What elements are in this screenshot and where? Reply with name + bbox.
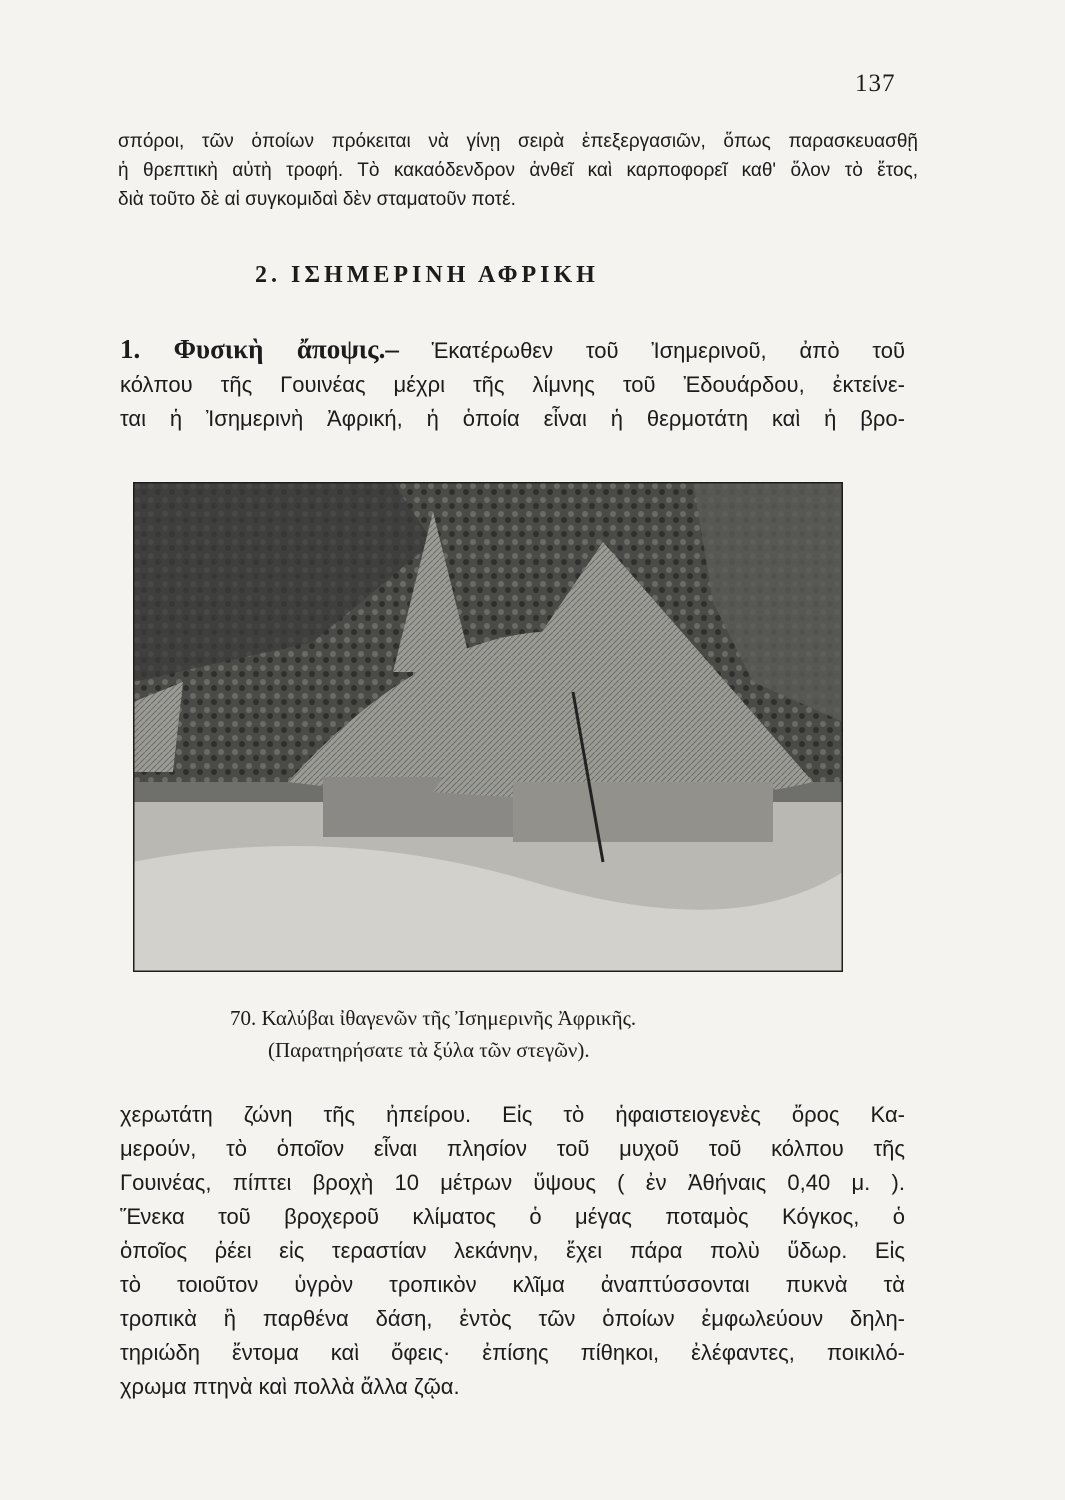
- subsection-title: 1. Φυσικὴ ἄποψις.–: [120, 334, 399, 364]
- figure-photo-huts: [133, 482, 843, 972]
- text-line: διὰ τοῦτο δὲ αἱ συγκομιδαὶ δὲν σταματοῦν ποτέ.: [118, 189, 516, 210]
- section-heading: 2. ΙΣΗΜΕΡΙΝΗ ΑΦΡΙΚΗ: [255, 262, 599, 288]
- text-line: χρωμα πτηνὰ καὶ πολλὰ ἄλλα ζῷα.: [120, 1374, 460, 1399]
- text-line: μερούν, τὸ ὁποῖον εἶναι πλησίον τοῦ μυχοῦ τοῦ κόλπου τῆς: [120, 1136, 905, 1161]
- text-line: τηριώδη ἔντομα καὶ ὄφεις· ἐπίσης πίθηκοι, ἐλέφαντες, ποικιλό-: [120, 1340, 905, 1365]
- text-line: κόλπου τῆς Γουινέας μέχρι τῆς λίμνης τοῦ Ἐδουάρδου, ἐκτείνε-: [120, 372, 905, 397]
- text-line: τὸ τοιοῦτον ὑγρὸν τροπικὸν κλῖμα ἀναπτύσσονται πυκνὰ τὰ: [120, 1272, 905, 1297]
- text-line: Ἕνεκα τοῦ βροχεροῦ κλίματος ὁ μέγας ποταμὸς Κόγκος, ὁ: [120, 1204, 905, 1229]
- huts-photo-illustration: [133, 482, 843, 972]
- caption-line: (Παρατηρήσατε τὰ ξύλα τῶν στεγῶν).: [268, 1038, 590, 1062]
- subsection-first-line: Ἑκατέρωθεν τοῦ Ἰσημερινοῦ, ἀπὸ τοῦ: [431, 338, 905, 363]
- text-line: ὁποῖος ῥέει εἰς τεραστίαν λεκάνην, ἔχει πάρα πολὺ ὕδωρ. Εἰς: [120, 1238, 905, 1263]
- text-line: [120, 332, 905, 368]
- intro-paragraph: [118, 127, 918, 214]
- text-line: τροπικὰ ἢ παρθένα δάση, ἐντὸς τῶν ὁποίων ἐμφωλεύουν δηλη-: [120, 1306, 905, 1331]
- text-line: ἡ θρεπτικὴ αὐτὴ τροφή. Τὸ κακαόδενδρον ἀνθεῖ καὶ καρποφορεῖ καθ' ὅλον τὸ ἔτος,: [118, 160, 918, 181]
- figure-caption: [230, 1002, 790, 1066]
- paragraph-continued: [120, 1098, 905, 1404]
- text-line: ται ἡ Ἰσημερινὴ Ἀφρική, ἡ ὁποία εἶναι ἡ θερμοτάτη καὶ ἡ βρο-: [120, 406, 905, 431]
- page-number: 137: [855, 70, 896, 97]
- caption-line: 70. Καλύβαι ἰθαγενῶν τῆς Ἰσημερινῆς Ἀφρικῆς.: [230, 1006, 637, 1030]
- paragraph-physical-view: [120, 332, 905, 436]
- text-line: χερωτάτη ζώνη τῆς ἠπείρου. Εἰς τὸ ἡφαιστειογενὲς ὄρος Κα-: [120, 1102, 905, 1127]
- text-line: σπόροι, τῶν ὁποίων πρόκειται νὰ γίνῃ σειρὰ ἐπεξεργασιῶν, ὅπως παρασκευασθῇ: [118, 131, 918, 152]
- text-line: Γουινέας, πίπτει βροχὴ 10 μέτρων ὕψους ( ἐν Ἀθήναις 0,40 μ. ).: [120, 1170, 905, 1195]
